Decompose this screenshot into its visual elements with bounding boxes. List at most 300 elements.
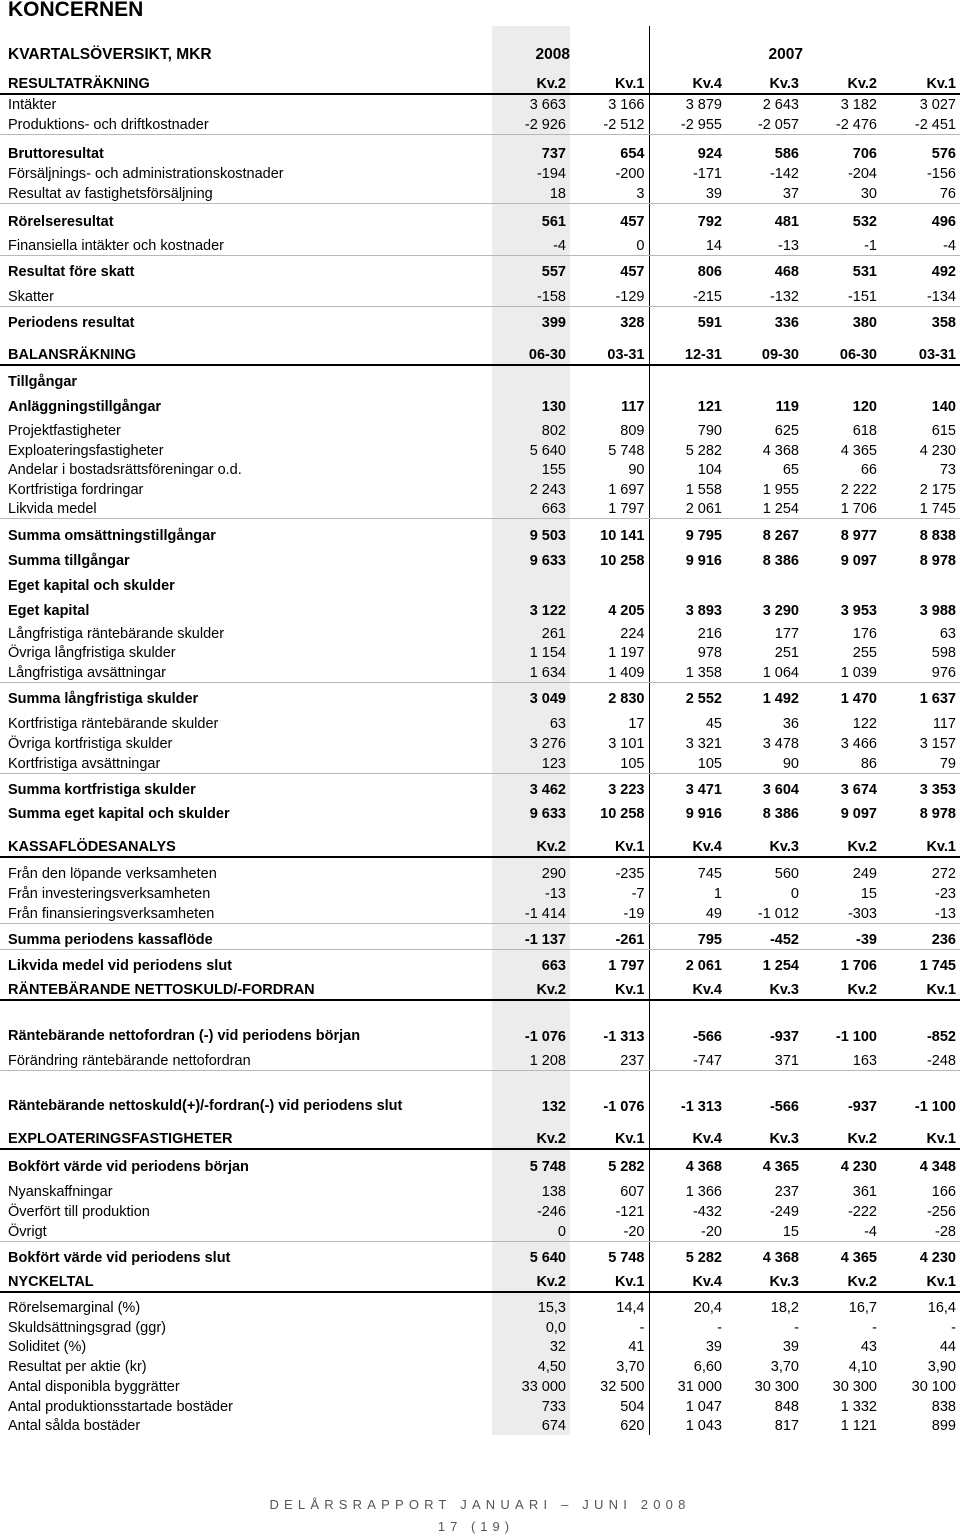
value-cell: 1 358 (649, 662, 726, 682)
value-cell: 532 (852, 214, 877, 230)
value-cell: 3,70 (770, 1359, 799, 1375)
column-header: Kv.1 (881, 823, 960, 857)
value-cell: 1 254 (726, 499, 803, 518)
column-header: 09-30 (726, 332, 803, 365)
value-cell: 237 (774, 1184, 799, 1200)
value-cell: 249 (852, 866, 877, 882)
section-header-balansrakning (0, 332, 960, 365)
value-cell: 39 (649, 183, 726, 203)
value-cell: 557 (492, 255, 570, 281)
value-cell: 8 838 (919, 528, 956, 544)
row-projektfastigheter (0, 416, 960, 440)
value-cell: -19 (570, 903, 649, 923)
column-header: Kv.1 (570, 1267, 649, 1292)
value-cell: 65 (782, 462, 799, 478)
value-cell: 3 290 (762, 603, 799, 619)
value-cell: - (717, 1320, 722, 1336)
value-cell: 8 386 (762, 553, 799, 569)
value-cell: 30 300 (754, 1379, 799, 1395)
row-label: Rörelsemarginal (%) (8, 1300, 141, 1316)
value-cell: -2 476 (803, 114, 881, 134)
column-header: 06-30 (492, 332, 570, 365)
column-header: Kv.1 (570, 1116, 649, 1149)
value-cell (570, 365, 649, 391)
value-cell: 43 (860, 1339, 877, 1355)
value-cell: 2 643 (762, 97, 799, 113)
value-cell: 30 300 (832, 1379, 877, 1395)
row-rorelsemarginal (0, 1292, 960, 1317)
column-header: Kv.4 (649, 64, 726, 94)
value-cell: -256 (926, 1204, 956, 1220)
row-langfristiga-avsattningar (0, 662, 960, 682)
column-header: Kv.2 (803, 975, 881, 1000)
column-header: Kv.2 (492, 975, 570, 1000)
value-cell: 1 121 (840, 1418, 877, 1434)
section-title: EXPLOATERINGSFASTIGHETER (0, 1116, 492, 1149)
section-header-nyckeltal (0, 1267, 960, 1292)
value-cell: 15 (726, 1221, 803, 1241)
row-rantebarande-nettofordran-vid-periodens-borjan (0, 1000, 960, 1046)
value-cell: - (570, 1317, 649, 1337)
value-cell (649, 570, 726, 595)
row-resultat-fore-skatt (0, 255, 960, 281)
row-antal-salda-bostader (0, 1416, 960, 1435)
value-cell: 237 (570, 1046, 649, 1070)
value-cell: -20 (570, 1221, 649, 1241)
value-cell: -1 313 (570, 1000, 649, 1046)
value-cell: -1 100 (835, 1029, 877, 1045)
value-cell: 3 988 (919, 603, 956, 619)
column-header: Kv.2 (803, 1116, 881, 1149)
value-cell: 457 (570, 255, 649, 281)
value-cell: 32 (492, 1337, 570, 1356)
value-cell: 3,70 (570, 1356, 649, 1376)
value-cell: 9 503 (492, 518, 570, 545)
row-label: Från finansieringsverksamheten (0, 903, 492, 923)
value-cell: 1 634 (492, 662, 570, 682)
value-cell: 504 (570, 1396, 649, 1416)
value-cell: -2 451 (881, 114, 960, 134)
value-cell: -2 512 (570, 114, 649, 134)
row-eget-kapital (0, 595, 960, 620)
row-label: Resultat före skatt (8, 264, 135, 280)
value-cell: 3 276 (492, 733, 570, 753)
value-cell: 561 (492, 203, 570, 231)
row-produktions-och-driftkostnader (0, 114, 960, 134)
value-cell: 224 (570, 620, 649, 643)
row-label: Resultat av fastighetsförsäljning (0, 183, 492, 203)
row-bokfort-varde-vid-periodens-slut (0, 1241, 960, 1267)
value-cell: 586 (774, 146, 799, 162)
value-cell: 90 (570, 460, 649, 479)
row-label: Kortfristiga avsättningar (0, 753, 492, 773)
row-antal-produktionsstartade-bostader (0, 1396, 960, 1416)
row-label: Summa eget kapital och skulder (8, 806, 230, 822)
row-label: Intäkter (8, 97, 57, 113)
value-cell: 2 243 (492, 479, 570, 499)
value-cell: 18 (492, 183, 570, 203)
row-label: Periodens resultat (8, 315, 135, 331)
year-header-row (0, 26, 960, 64)
value-cell: 1 332 (840, 1399, 877, 1415)
value-cell: 41 (570, 1337, 649, 1356)
value-cell: 591 (697, 315, 722, 331)
value-cell: 654 (570, 134, 649, 163)
value-cell: -20 (649, 1221, 726, 1241)
year-2007-label: 2007 (768, 46, 803, 63)
value-cell: -158 (492, 281, 570, 306)
value-cell: 2 175 (919, 482, 956, 498)
value-cell: 138 (492, 1176, 570, 1201)
value-cell: 105 (649, 753, 726, 773)
value-cell: 1 697 (570, 479, 649, 499)
value-cell: 3 157 (919, 736, 956, 752)
value-cell: -1 012 (726, 903, 803, 923)
row-finansiella-intakter-och-kostnader (0, 231, 960, 255)
value-cell: -1 313 (680, 1099, 722, 1115)
row-label: Skuldsättningsgrad (ggr) (8, 1320, 166, 1336)
value-cell: 5 640 (492, 440, 570, 460)
value-cell: 3 674 (840, 782, 877, 798)
value-cell: 30 100 (911, 1379, 956, 1395)
value-cell: 1 745 (919, 958, 956, 974)
column-header: Kv.2 (803, 64, 881, 94)
value-cell: -4 (881, 231, 960, 255)
value-cell: 806 (697, 264, 722, 280)
value-cell: -566 (769, 1099, 799, 1115)
value-cell: 3 879 (685, 97, 722, 113)
value-cell: 4 368 (685, 1159, 722, 1175)
value-cell: -452 (726, 923, 803, 949)
value-cell: -194 (492, 163, 570, 183)
row-likvida-medel-vid-periodens-slut (0, 949, 960, 975)
value-cell: -566 (692, 1029, 722, 1045)
value-cell: 2 830 (570, 682, 649, 708)
value-cell: 733 (492, 1396, 570, 1416)
value-cell: 2 552 (685, 691, 722, 707)
column-header: Kv.3 (726, 975, 803, 1000)
value-cell: -1 (803, 231, 881, 255)
value-cell: 63 (939, 626, 956, 642)
value-cell: 817 (774, 1418, 799, 1434)
value-cell: 255 (852, 645, 877, 661)
report-footer: DELÅRSRAPPORT JANUARI – JUNI 2008 (269, 1497, 691, 1512)
row-label: Bokfört värde vid periodens början (8, 1159, 249, 1175)
value-cell: 117 (932, 716, 956, 732)
value-cell: 14,4 (570, 1292, 649, 1317)
value-cell: 1 492 (762, 691, 799, 707)
value-cell: 121 (697, 399, 722, 415)
row-label: Kortfristiga fordringar (8, 482, 144, 498)
row-label: Tillgångar (8, 374, 78, 390)
value-cell: -1 076 (570, 1070, 649, 1116)
value-cell: 39 (782, 1339, 799, 1355)
column-header: Kv.1 (881, 64, 960, 94)
section-header-rantebarande-nettoskuld-fordran (0, 975, 960, 1000)
column-header: Kv.4 (649, 1267, 726, 1292)
value-cell: 15 (860, 886, 877, 902)
row-forandring-rantebarande-nettofordran (0, 1046, 960, 1070)
row-bruttoresultat (0, 134, 960, 163)
value-cell: -2 926 (492, 114, 570, 134)
value-cell: 39 (705, 1339, 722, 1355)
value-cell: 1 154 (492, 643, 570, 662)
value-cell: 1 706 (840, 958, 877, 974)
value-cell: -156 (926, 166, 956, 182)
value-cell: 976 (881, 662, 960, 682)
value-cell (881, 570, 960, 595)
value-cell: 3 321 (685, 736, 722, 752)
column-header: Kv.1 (881, 1116, 960, 1149)
value-cell: 8 978 (919, 553, 956, 569)
row-overfort-till-produktion (0, 1201, 960, 1221)
value-cell: 8 386 (762, 806, 799, 822)
value-cell: 117 (570, 391, 649, 416)
value-cell (492, 365, 570, 391)
row-label: Övriga långfristiga skulder (8, 645, 176, 661)
value-cell: 10 141 (570, 518, 649, 545)
value-cell: 5 748 (492, 1149, 570, 1176)
row-label: Kortfristiga räntebärande skulder (8, 716, 219, 732)
column-header: Kv.2 (492, 1116, 570, 1149)
section-header-exploateringsfastigheter (0, 1116, 960, 1149)
value-cell: 9 633 (492, 545, 570, 570)
row-ovriga-langfristiga-skulder (0, 643, 960, 662)
value-cell: 16,7 (848, 1300, 877, 1316)
value-cell: -1 137 (492, 923, 570, 949)
column-header: Kv.2 (492, 64, 570, 94)
value-cell: 336 (774, 315, 799, 331)
value-cell: 2 061 (685, 958, 722, 974)
value-cell: 3 953 (840, 603, 877, 619)
value-cell: 44 (939, 1339, 956, 1355)
value-cell: 6,60 (693, 1359, 722, 1375)
value-cell: -2 955 (649, 114, 726, 134)
row-label: Förändring räntebärande nettofordran (0, 1046, 492, 1070)
value-cell: -132 (726, 281, 803, 306)
value-cell: 361 (852, 1184, 877, 1200)
value-cell: 4,10 (848, 1359, 877, 1375)
value-cell: -1 414 (492, 903, 570, 923)
value-cell: 4 230 (840, 1159, 877, 1175)
value-cell: -39 (803, 923, 881, 949)
value-cell: 1 047 (685, 1399, 722, 1415)
value-cell (649, 365, 726, 391)
value-cell: 5 748 (570, 1241, 649, 1267)
value-cell: 177 (774, 626, 799, 642)
row-kortfristiga-rantebarande-skulder (0, 708, 960, 733)
value-cell: 8 267 (762, 528, 799, 544)
row-langfristiga-rantebarande-skulder (0, 620, 960, 643)
row-label: Från den löpande verksamheten (8, 866, 217, 882)
value-cell: -134 (881, 281, 960, 306)
value-cell: 132 (492, 1070, 570, 1116)
value-cell: 18,2 (770, 1300, 799, 1316)
value-cell: 3 893 (685, 603, 722, 619)
row-label: Rörelseresultat (8, 214, 114, 230)
value-cell: 745 (697, 866, 722, 882)
row-kortfristiga-avsattningar (0, 753, 960, 773)
value-cell: 1 (713, 886, 722, 902)
value-cell: 790 (697, 423, 722, 439)
row-skuldsattningsgrad-ggr (0, 1317, 960, 1337)
value-cell: 0 (790, 886, 799, 902)
value-cell: -222 (847, 1204, 877, 1220)
value-cell: 618 (852, 423, 877, 439)
row-anlaggningstillgangar (0, 391, 960, 416)
row-resultat-per-aktie-kr (0, 1356, 960, 1376)
value-cell: 1 043 (685, 1418, 722, 1434)
value-cell: 120 (852, 399, 877, 415)
column-header: Kv.4 (649, 975, 726, 1000)
page-title: KONCERNEN (8, 0, 144, 21)
row-nyanskaffningar (0, 1176, 960, 1201)
row-summa-periodens-kassaflode (0, 923, 960, 949)
value-cell: 4 368 (762, 443, 799, 459)
quarterly-overview-table (0, 26, 960, 1435)
value-cell: 8 977 (840, 528, 877, 544)
column-header: 03-31 (570, 332, 649, 365)
value-cell: 615 (931, 423, 956, 439)
row-label: Skatter (0, 281, 492, 306)
value-cell: 0 (570, 231, 649, 255)
value-cell: 1 955 (762, 482, 799, 498)
value-cell: 3 223 (570, 773, 649, 799)
value-cell: 4 368 (762, 1250, 799, 1266)
value-cell: 104 (697, 462, 722, 478)
column-header: Kv.3 (726, 64, 803, 94)
value-cell: -13 (881, 903, 960, 923)
value-cell: 3 471 (685, 782, 722, 798)
row-label: Anläggningstillgångar (8, 399, 162, 415)
value-cell: 809 (570, 416, 649, 440)
value-cell: 5 282 (685, 1250, 722, 1266)
value-cell: 36 (782, 716, 799, 732)
value-cell: 10 258 (570, 799, 649, 823)
row-label: Summa periodens kassaflöde (0, 923, 492, 949)
value-cell: 9 916 (685, 553, 722, 569)
value-cell: 2 061 (649, 499, 726, 518)
value-cell: 30 (803, 183, 881, 203)
value-cell: 3 466 (840, 736, 877, 752)
value-cell: 4 230 (919, 443, 956, 459)
value-cell: -261 (570, 923, 649, 949)
value-cell: 607 (570, 1176, 649, 1201)
value-cell: 3 663 (492, 94, 570, 114)
row-label: Eget kapital (8, 603, 90, 619)
value-cell (492, 570, 570, 595)
value-cell: -432 (692, 1204, 722, 1220)
row-label: Resultat per aktie (kr) (8, 1359, 147, 1375)
value-cell: 924 (697, 146, 722, 162)
value-cell: 66 (860, 462, 877, 478)
value-cell: - (794, 1320, 799, 1336)
value-cell: 620 (570, 1416, 649, 1435)
value-cell: 1 409 (570, 662, 649, 682)
row-label: Räntebärande nettoskuld(+)/-fordran(-) vid periodens slut (8, 1098, 403, 1114)
value-cell: 4 205 (570, 595, 649, 620)
value-cell: 4,50 (492, 1356, 570, 1376)
page-number: 17 (19) (437, 1519, 515, 1534)
value-cell: 16,4 (927, 1300, 956, 1316)
value-cell: 9 916 (685, 806, 722, 822)
column-header: 03-31 (881, 332, 960, 365)
row-label: Summa tillgångar (8, 553, 130, 569)
row-label: Från investeringsverksamheten (8, 886, 211, 902)
row-label: Eget kapital och skulder (8, 578, 175, 594)
value-cell: 5 282 (570, 1149, 649, 1176)
value-cell: 9 097 (840, 553, 877, 569)
value-cell: 10 258 (570, 545, 649, 570)
value-cell: 1 637 (919, 691, 956, 707)
value-cell: 119 (775, 399, 799, 415)
row-label: Summa långfristiga skulder (8, 691, 199, 707)
column-header: Kv.2 (803, 823, 881, 857)
row-forsaljnings-och-administrationskostnader (0, 163, 960, 183)
value-cell: 380 (852, 315, 877, 331)
value-cell: -28 (881, 1221, 960, 1241)
value-cell: -235 (570, 857, 649, 883)
row-periodens-resultat (0, 306, 960, 332)
value-cell: -129 (570, 281, 649, 306)
section-title: RÄNTEBÄRANDE NETTOSKULD/-FORDRAN (0, 975, 492, 1000)
section-title: BALANSRÄKNING (0, 332, 492, 365)
value-cell: 663 (492, 499, 570, 518)
row-label: Summa omsättningstillgångar (8, 528, 216, 544)
row-label: Antal sålda bostäder (8, 1418, 141, 1434)
value-cell: 531 (852, 264, 877, 280)
value-cell: 1 745 (881, 499, 960, 518)
row-tillgangar (0, 365, 960, 391)
section-title: KASSAFLÖDESANALYS (0, 823, 492, 857)
value-cell: 15,3 (492, 1292, 570, 1317)
value-cell: 3 166 (570, 94, 649, 114)
row-summa-eget-kapital-och-skulder (0, 799, 960, 823)
column-header: Kv.4 (649, 823, 726, 857)
row-label: Exploateringsfastigheter (8, 443, 164, 459)
value-cell: 9 795 (685, 528, 722, 544)
value-cell: 105 (570, 753, 649, 773)
column-header: Kv.1 (570, 64, 649, 94)
value-cell: 9 633 (492, 799, 570, 823)
value-cell: 20,4 (693, 1300, 722, 1316)
value-cell: 4 230 (919, 1250, 956, 1266)
value-cell: 1 797 (570, 949, 649, 975)
value-cell: -747 (649, 1046, 726, 1070)
row-label: Antal disponibla byggrätter (8, 1379, 180, 1395)
value-cell: 122 (852, 716, 877, 732)
column-header: Kv.1 (881, 1267, 960, 1292)
value-cell: 899 (931, 1418, 956, 1434)
value-cell: 4 348 (919, 1159, 956, 1175)
value-cell: -852 (926, 1029, 956, 1045)
value-cell: 2 222 (840, 482, 877, 498)
row-rorelseresultat (0, 203, 960, 231)
value-cell: 978 (697, 645, 722, 661)
row-label: Soliditet (%) (8, 1339, 87, 1355)
value-cell: 848 (774, 1399, 799, 1415)
value-cell: 73 (939, 462, 956, 478)
column-header: Kv.1 (570, 823, 649, 857)
value-cell: 1 039 (803, 662, 881, 682)
value-cell: 496 (931, 214, 956, 230)
value-cell: 328 (570, 306, 649, 332)
value-cell: -2 057 (726, 114, 803, 134)
value-cell: -215 (649, 281, 726, 306)
value-cell: 37 (726, 183, 803, 203)
value-cell: 576 (931, 146, 956, 162)
row-exploateringsfastigheter (0, 440, 960, 460)
